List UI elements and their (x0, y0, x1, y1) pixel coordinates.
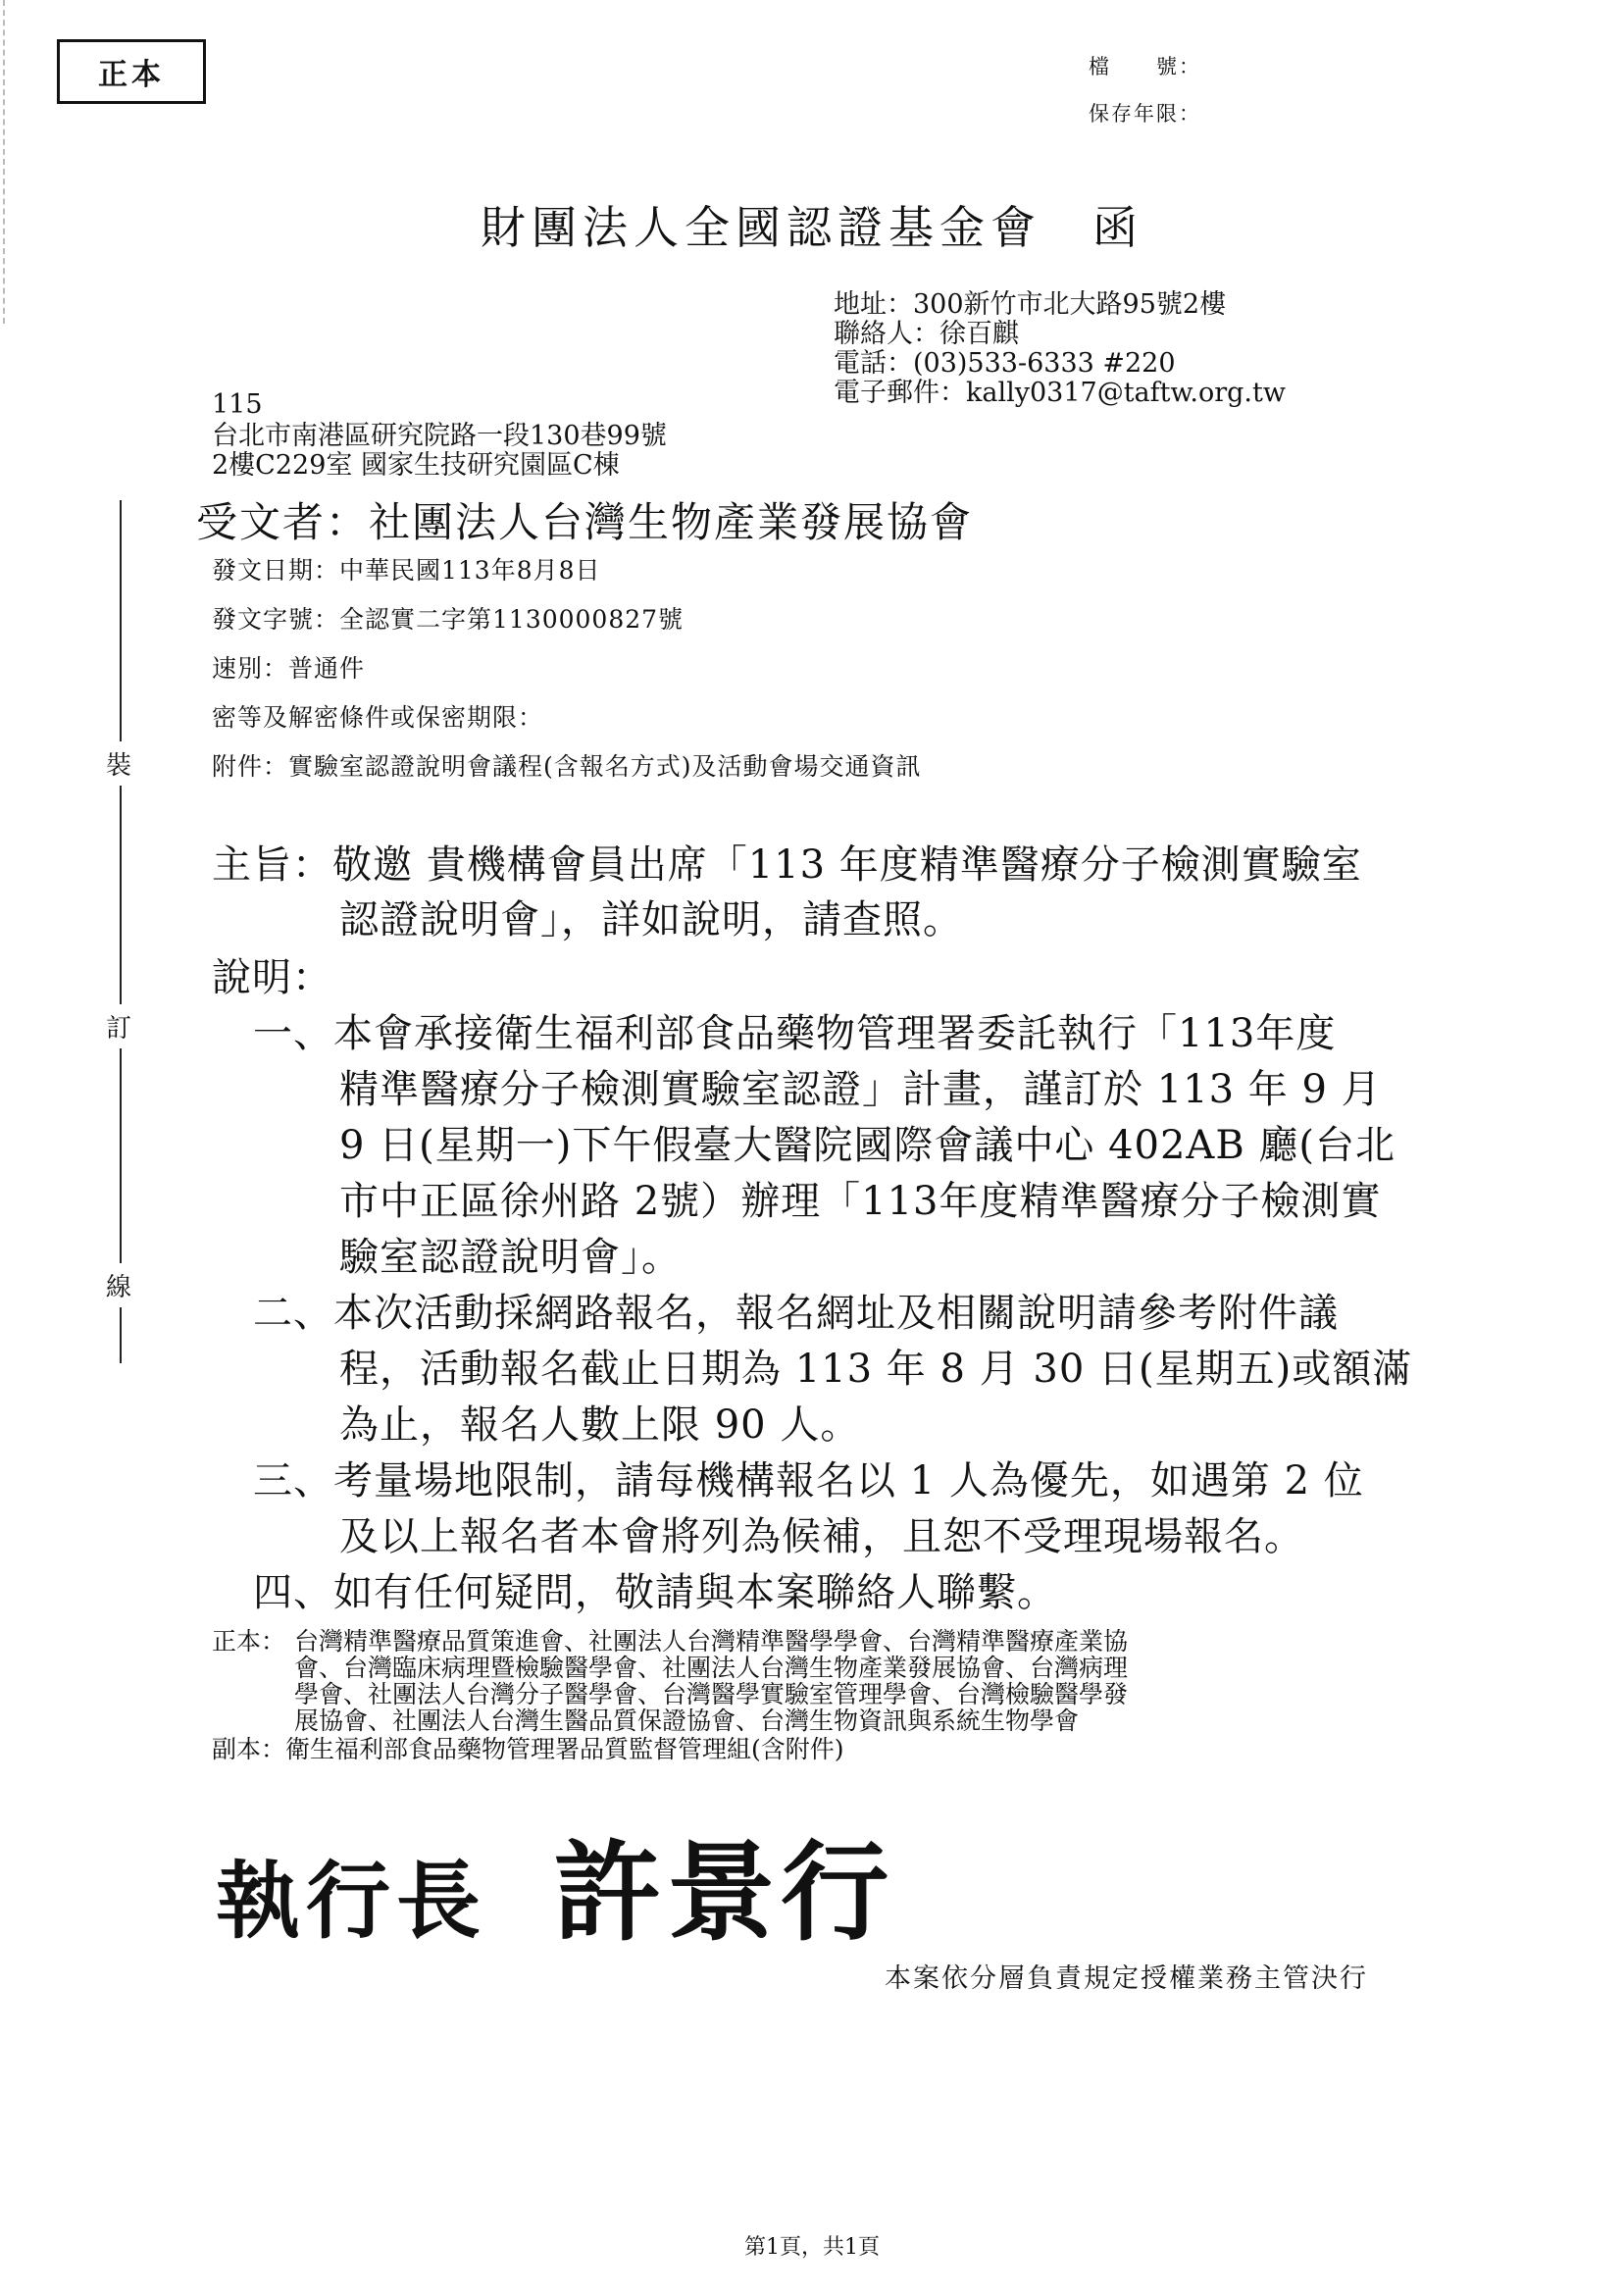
recipient-zip: 115 (212, 389, 263, 420)
item-1-line-4: 市中正區徐州路 2號）辦理「113年度精準醫療分子檢測實 (339, 1179, 1382, 1224)
item-1-line-1: 一、本會承接衛生福利部食品藥物管理署委託執行「113年度 (253, 1011, 1337, 1056)
delivery-speed: 速別：普通件 (212, 654, 366, 683)
recipient: 受文者：社團法人台灣生物產業發展協會 (196, 498, 974, 546)
attachment: 附件：實驗室認證說明會議程(含報名方式)及活動會場交通資訊 (212, 752, 922, 781)
subject-line-2: 認證說明會」，詳如說明，請查照。 (339, 897, 963, 943)
signature-name: 許景行 (553, 1829, 895, 1956)
document-number: 發文字號：全認實二字第1130000827號 (212, 605, 685, 634)
subject-line-1: 主旨：敬邀 貴機構會員出席「113 年度精準醫療分子檢測實驗室 (212, 842, 1362, 888)
sender-address: 地址：300新竹市北大路95號2樓 (834, 289, 1227, 320)
explanation-heading: 說明： (212, 955, 332, 1000)
original-recipients-line-3: 學會、社團法人台灣分子醫學會、台灣醫學實驗室管理學會、台灣檢驗醫學發 (294, 1680, 1129, 1708)
item-3-line-1: 三、考量場地限制，請每機構報名以 1 人為優先，如遇第 2 位 (253, 1458, 1364, 1503)
document-title: 財團法人全國認證基金會 函 (481, 201, 1143, 254)
item-1-line-5: 驗室認證說明會」。 (339, 1235, 682, 1280)
issue-date: 發文日期：中華民國113年8月8日 (212, 556, 601, 585)
original-recipients-line-1: 台灣精準醫療品質策進會、社團法人台灣精準醫學學會、台灣精準醫療產業協 (294, 1627, 1129, 1656)
sender-email: 電子郵件：kally0317@taftw.org.tw (834, 378, 1286, 408)
item-3-line-2: 及以上報名者本會將列為候補，且恕不受理現場報名。 (339, 1514, 1304, 1559)
delegation-note: 本案依分層負責規定授權業務主管決行 (885, 1963, 1368, 1994)
copy-recipients: 副本：衛生福利部食品藥物管理署品質監督管理組(含附件) (212, 1735, 844, 1763)
recipient-address-line1: 台北市南港區研究院路一段130巷99號 (212, 421, 667, 451)
original-copy-stamp: 正本 (57, 39, 206, 104)
item-2-line-2: 程，活動報名截止日期為 113 年 8 月 30 日(星期五)或額滿 (339, 1347, 1413, 1392)
item-2-line-3: 為止，報名人數上限 90 人。 (339, 1402, 861, 1448)
binding-line (120, 500, 122, 1363)
item-4-line-1: 四、如有任何疑問，敬請與本案聯絡人聯繫。 (253, 1570, 1057, 1615)
retention-period-label: 保存年限： (1089, 102, 1201, 126)
scan-edge-mark (3, 0, 5, 324)
item-1-line-2: 精準醫療分子檢測實驗室認證」計畫，謹訂於 113 年 9 月 (339, 1067, 1382, 1112)
sender-contact-person: 聯絡人：徐百麒 (834, 319, 1019, 349)
item-2-line-1: 二、本次活動採網路報名，報名網址及相關說明請參考附件議 (253, 1291, 1339, 1336)
original-recipients-line-4: 展協會、社團法人台灣生醫品質保證協會、台灣生物資訊與系統生物學會 (294, 1707, 1080, 1735)
classification: 密等及解密條件或保密期限： (212, 703, 544, 732)
original-recipients-label: 正本： (212, 1627, 286, 1656)
signature-title: 執行長 (216, 1852, 486, 1951)
page-number: 第1頁，共1頁 (744, 2235, 880, 2260)
original-recipients-line-2: 會、台灣臨床病理暨檢驗醫學會、社團法人台灣生物產業發展協會、台灣病理 (294, 1654, 1129, 1682)
recipient-address-line2: 2樓C229室 國家生技研究園區C棟 (212, 450, 620, 481)
binding-mark-line: 線 (106, 1263, 131, 1307)
binding-mark-bind: 裝 (106, 741, 131, 786)
sender-phone: 電話：(03)533-6333 #220 (834, 348, 1176, 379)
binding-mark-order: 訂 (106, 1004, 131, 1048)
item-1-line-3: 9 日(星期一)下午假臺大醫院國際會議中心 402AB 廳(台北 (339, 1123, 1396, 1168)
file-number-label: 檔 號： (1089, 55, 1201, 78)
signature-block (216, 1807, 894, 1962)
